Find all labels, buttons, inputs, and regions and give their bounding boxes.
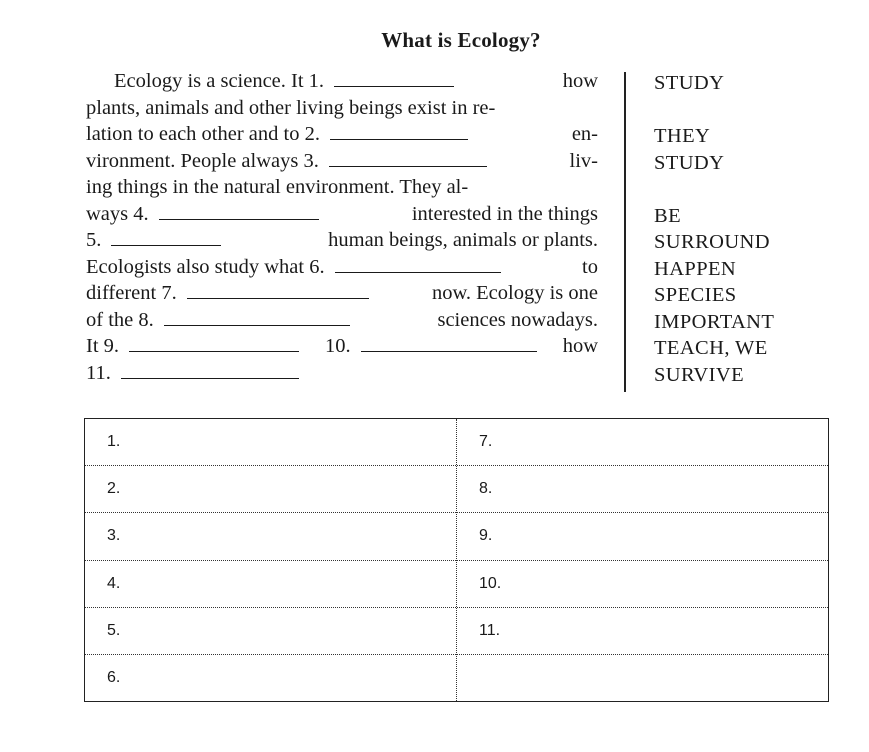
answer-blank [187,282,369,299]
word-prompt: STUDY [654,151,725,174]
segment-with-blank [86,307,350,334]
segment-with-blank [86,148,487,175]
column-divider [624,72,626,392]
answer-cell[interactable]: 8. [457,466,828,513]
word-prompt [654,176,774,203]
answer-blank [334,70,454,87]
word-prompt: BE [654,204,681,227]
text-line [86,307,598,334]
text-line [86,148,598,175]
segment-with-blank [86,333,299,360]
text-segment: Ecology is a science. It 1. [114,70,325,92]
text-segment: 11. [86,361,111,384]
text-segment: of the 8. [86,308,154,331]
page-title: What is Ecology? [381,28,541,52]
text-line [86,121,598,148]
answer-cell[interactable]: 2. [85,466,456,513]
answer-cell[interactable]: 11. [457,608,828,655]
text-line [86,174,598,201]
word-prompt: HAPPEN [654,257,737,280]
text-segment: en- [571,123,598,145]
answer-cell[interactable]: 4. [85,561,456,608]
word-prompt: SURROUND [654,231,770,253]
word-prompt: STUDY [654,72,725,94]
word-prompt: SURVIVE [654,363,744,386]
text-line [86,201,598,228]
answer-cell[interactable]: 3. [85,513,456,560]
text-segment: different 7. [86,282,177,304]
word-prompt [654,97,774,124]
answer-blank [330,123,468,140]
segment-with-blank [86,254,501,281]
word-column [654,70,774,388]
text-line [86,254,598,281]
text-segment: to [582,255,598,278]
text-segment: 10. [325,335,351,357]
segment-with-blank [86,121,468,148]
text-segment: lation to each other and to 2. [86,123,320,145]
answer-column-right [457,419,828,701]
text-segment: how [562,335,598,357]
answer-blank [164,309,350,326]
answer-column-left [85,419,457,701]
word-prompt: THEY [654,125,711,147]
answer-cell[interactable]: 1. [85,419,456,466]
text-line [86,360,598,387]
answer-blank [361,335,537,352]
answer-blank [129,335,299,352]
answer-blank [121,362,299,379]
text-segment: how [562,70,598,92]
text-line [86,68,598,95]
answer-blank [335,256,501,273]
word-prompt: TEACH, WE [654,337,768,359]
text-line [86,227,598,254]
text-segment: ing things in the natural environment. They al- [86,176,469,198]
answer-blank [329,150,487,167]
text-line [86,333,598,360]
text-segment: sciences nowadays. [437,308,598,331]
segment-with-blank [86,201,319,228]
text-line [86,280,598,307]
segment-with-blank [86,227,221,254]
segment-with-blank [325,333,537,360]
text-segment: liv- [569,149,598,172]
answer-table [84,418,829,702]
answer-blank [159,203,319,220]
text-segment: ways 4. [86,202,149,225]
answer-cell[interactable]: 5. [85,608,456,655]
text-segment: human beings, animals or plants. [328,229,598,251]
segment-with-blank [86,280,369,307]
text-segment: Ecologists also study what 6. [86,255,325,278]
answer-cell[interactable]: 7. [457,419,828,466]
answer-cell[interactable]: 9. [457,513,828,560]
text-segment: It 9. [86,335,120,357]
exercise-text [86,68,598,386]
text-segment: 5. [86,229,102,251]
text-segment: vironment. People always 3. [86,149,319,172]
answer-cell[interactable] [457,655,828,701]
segment-with-blank [114,68,454,95]
answer-cell[interactable]: 10. [457,561,828,608]
text-segment: now. Ecology is one [431,282,598,304]
word-prompt: IMPORTANT [654,310,775,333]
word-prompt: SPECIES [654,284,737,306]
answer-cell[interactable]: 6. [107,668,121,686]
segment-with-blank [86,362,299,384]
text-segment: plants, animals and other living beings exist in re- [86,96,496,119]
text-line [86,95,598,122]
text-segment: interested in the things [411,202,598,225]
answer-blank [111,229,221,246]
